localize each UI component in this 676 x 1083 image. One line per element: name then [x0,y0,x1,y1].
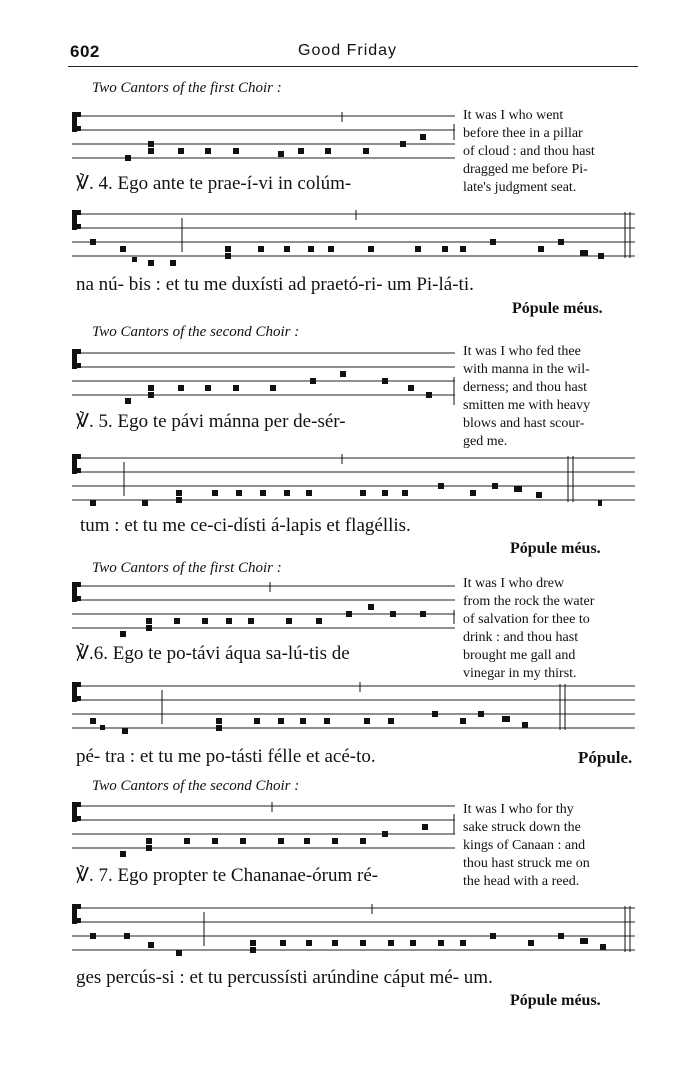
translation-line: It was I who fed thee [463,344,581,359]
translation [463,343,641,451]
translation-line: ged me. [463,434,508,449]
section-heading: Two Cantors of the first Choir : [92,80,282,96]
translation-line: brought me gall and [463,648,576,663]
page-number: 602 [70,42,100,61]
translation-line: thou hast struck me on [463,856,590,871]
verse-lyric-line: tum : et tu me ce-ci-dísti á-lapis et flagéllis. [80,515,411,536]
section-heading: Two Cantors of the first Choir : [92,560,282,576]
translation [463,575,641,683]
translation-line: derness; and thou hast [463,380,588,395]
translation-line: It was I who went [463,108,564,123]
translation-line: before thee in a pillar [463,126,583,141]
header-rule [68,66,638,67]
verse-lyric-line: pé- tra : et tu me po-tásti félle et acé-to. [76,746,376,767]
translation [463,107,641,197]
translation-line: of cloud : and thou hast [463,144,595,159]
verse-lyric-line: ℣. 5. Ego te pávi mánna per de-sér- [76,411,346,432]
translation-line: smitten me with heavy [463,398,591,413]
translation-line: drink : and thou hast [463,630,579,645]
verse-lyric-line: ℣. 7. Ego propter te Chananae-órum ré- [76,865,379,886]
chant-staff [70,580,460,640]
section-heading: Two Cantors of the second Choir : [92,324,300,340]
translation-line: It was I who drew [463,576,565,591]
verse-lyric-line: na nú- bis : et tu me duxísti ad praetó-ri- um Pi-lá-ti. [76,274,474,295]
chant-staff [70,110,460,170]
refrain: Pópule méus. [510,992,601,1009]
section-heading: Two Cantors of the second Choir : [92,778,300,794]
translation-line: blows and hast scour- [463,416,585,431]
translation-line: with manna in the wil- [463,362,590,377]
chant-staff [70,208,640,270]
chant-staff [70,347,460,407]
translation-line: of salvation for thee to [463,612,590,627]
verse-lyric-line: ℣. 4. Ego ante te prae-í-vi in colúm- [76,173,352,194]
translation-line: It was I who for thy [463,802,574,817]
translation-line: sake struck down the [463,820,581,835]
chant-staff [70,680,640,742]
verse-lyric-line: ges percús-si : et tu percussísti arúndine cáput mé- um. [76,967,493,988]
chant-staff [70,902,640,964]
translation-line: vinegar in my thirst. [463,666,577,681]
translation-line: from the rock the water [463,594,595,609]
refrain: Pópule. [578,748,633,767]
translation-line: the head with a reed. [463,874,580,889]
chant-staff [70,800,460,860]
refrain: Pópule méus. [510,540,601,557]
translation [463,801,641,891]
translation-line: late's judgment seat. [463,180,577,195]
refrain: Pópule méus. [512,300,603,317]
translation-line: dragged me before Pi- [463,162,588,177]
running-title: Good Friday [298,42,398,59]
verse-lyric-line: ℣.6. Ego te po-távi áqua sa-lú-tis de [76,643,350,664]
chant-staff [70,452,640,514]
translation-line: kings of Canaan : and [463,838,586,853]
